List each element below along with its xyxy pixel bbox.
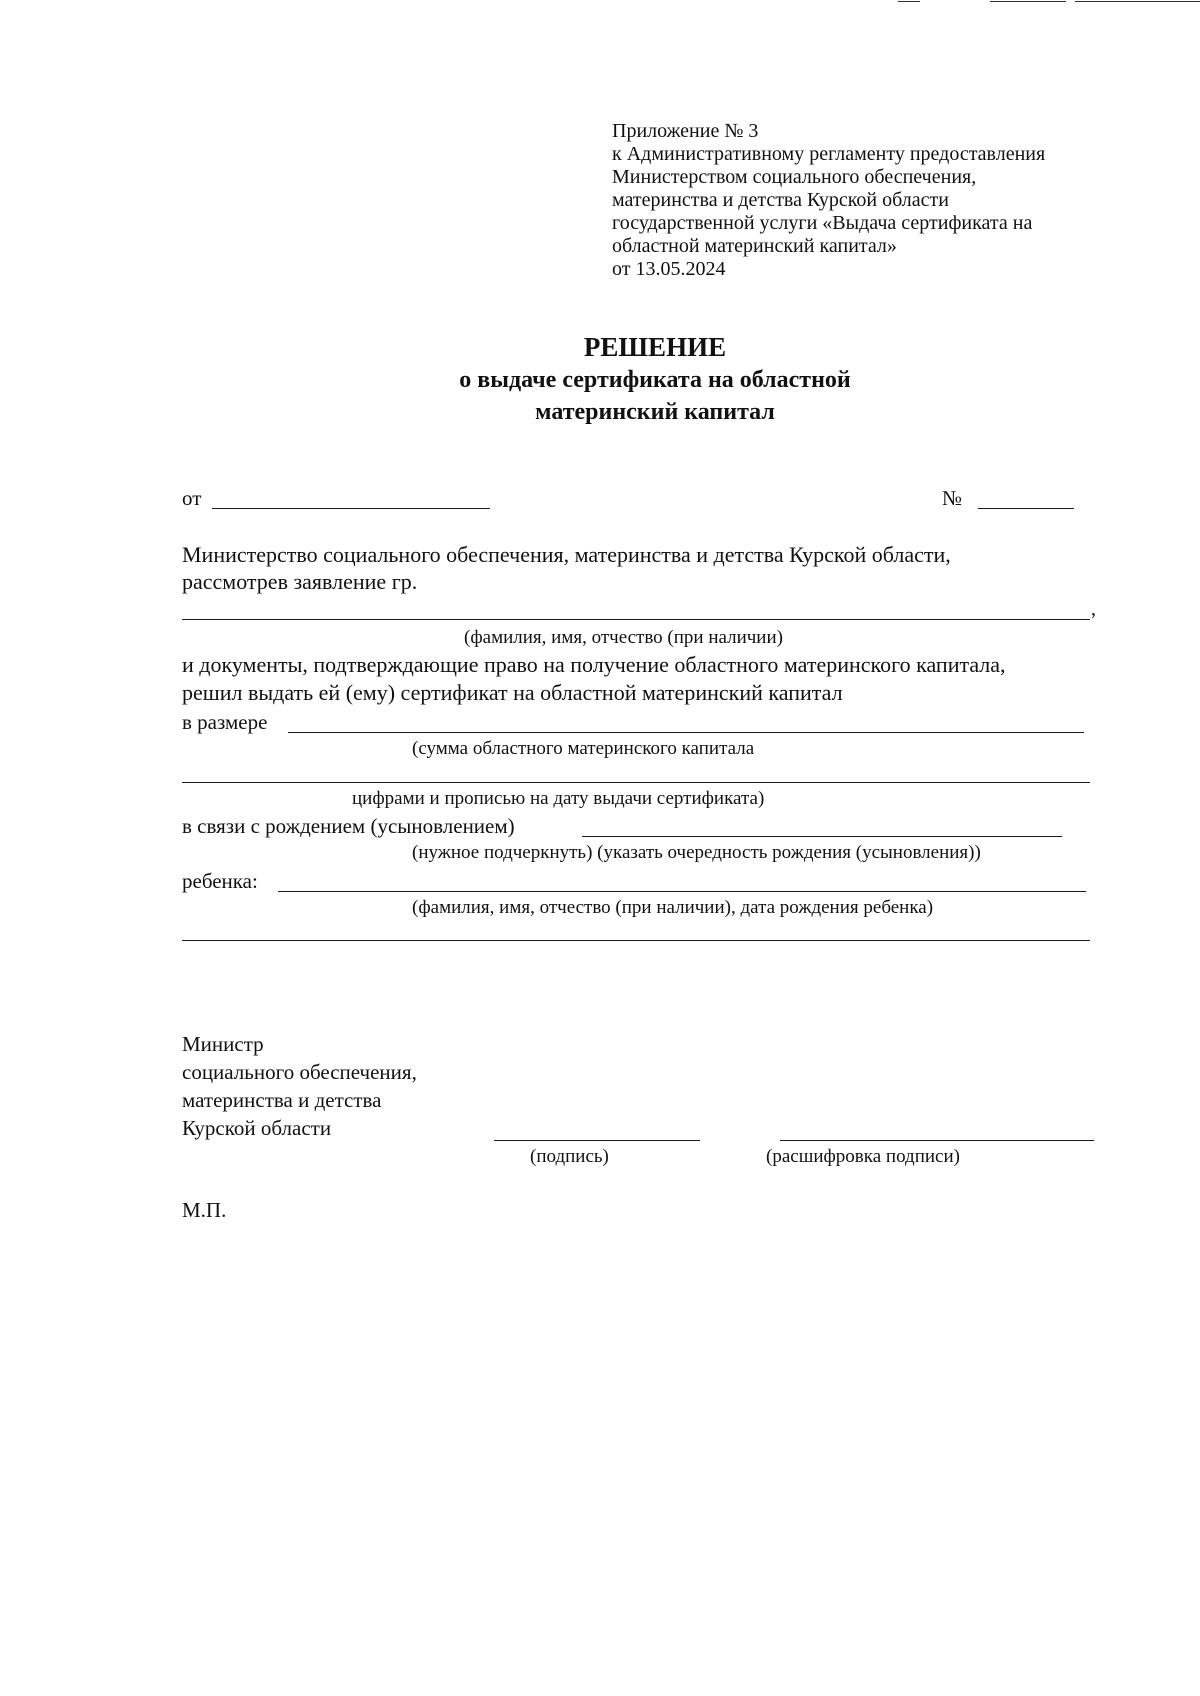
scan-mark xyxy=(1075,1,1200,2)
child-label: ребенка: xyxy=(182,869,258,893)
signer-position-line: материнства и детства xyxy=(182,1088,382,1112)
signature-decode-caption: (расшифровка подписи) xyxy=(766,1146,960,1167)
number-label: № xyxy=(942,486,963,510)
signature-decode-field[interactable] xyxy=(780,1140,1094,1141)
amount-label: в размере xyxy=(182,710,268,734)
signer-position-line: Курской области xyxy=(182,1116,332,1140)
signature-field[interactable] xyxy=(494,1140,700,1141)
birth-label: в связи с рождением (усыновлением) xyxy=(182,814,515,838)
header-line: государственной услуги «Выдача сертификата на xyxy=(612,212,1033,234)
signer-position-line: социального обеспечения, xyxy=(182,1060,417,1084)
birth-caption: (нужное подчеркнуть) (указать очередность рождения (усыновления)) xyxy=(412,842,981,863)
decision-line: решил выдать ей (ему) сертификат на областной материнский капитал xyxy=(182,680,843,705)
number-field[interactable] xyxy=(978,508,1074,509)
child-field[interactable] xyxy=(278,891,1086,892)
amount-caption: (сумма областного материнского капитала xyxy=(412,738,755,759)
header-line: областной материнский капитал» xyxy=(612,235,897,257)
header-line: материнства и детства Курской области xyxy=(612,189,949,211)
considered-line: рассмотрев заявление гр. xyxy=(182,569,418,594)
child-caption: (фамилия, имя, отчество (при наличии), дата рождения ребенка) xyxy=(412,897,934,918)
ministry-line: Министерство социального обеспечения, материнства и детства Курской области, xyxy=(182,542,951,567)
amount-words-field[interactable] xyxy=(182,782,1090,783)
signer-position-line: Министр xyxy=(182,1032,264,1056)
document-subtitle: материнский капитал xyxy=(535,399,775,425)
child-extra-field[interactable] xyxy=(182,940,1090,941)
amount-words-caption: цифрами и прописью на дату выдачи сертификата) xyxy=(352,788,765,809)
date-field[interactable] xyxy=(212,508,490,509)
document-title: РЕШЕНИЕ xyxy=(583,332,727,362)
header-line: Приложение № 3 xyxy=(612,120,759,142)
scan-mark xyxy=(898,1,920,2)
document-subtitle: о выдаче сертификата на областной xyxy=(459,367,851,393)
header-line: от 13.05.2024 xyxy=(612,258,726,280)
amount-field[interactable] xyxy=(288,732,1084,733)
stamp-place: М.П. xyxy=(182,1198,227,1222)
applicant-comma: , xyxy=(1091,598,1096,620)
documents-line: и документы, подтверждающие право на получение областного материнского капитала, xyxy=(182,652,1006,677)
birth-field[interactable] xyxy=(582,836,1062,837)
header-line: Министерством социального обеспечения, xyxy=(612,166,977,188)
applicant-caption: (фамилия, имя, отчество (при наличии) xyxy=(464,627,783,648)
signature-caption: (подпись) xyxy=(530,1146,609,1167)
applicant-field[interactable] xyxy=(182,619,1090,620)
date-label: от xyxy=(182,486,202,510)
header-line: к Административному регламенту предоставления xyxy=(612,143,1046,165)
scan-mark xyxy=(990,1,1066,2)
